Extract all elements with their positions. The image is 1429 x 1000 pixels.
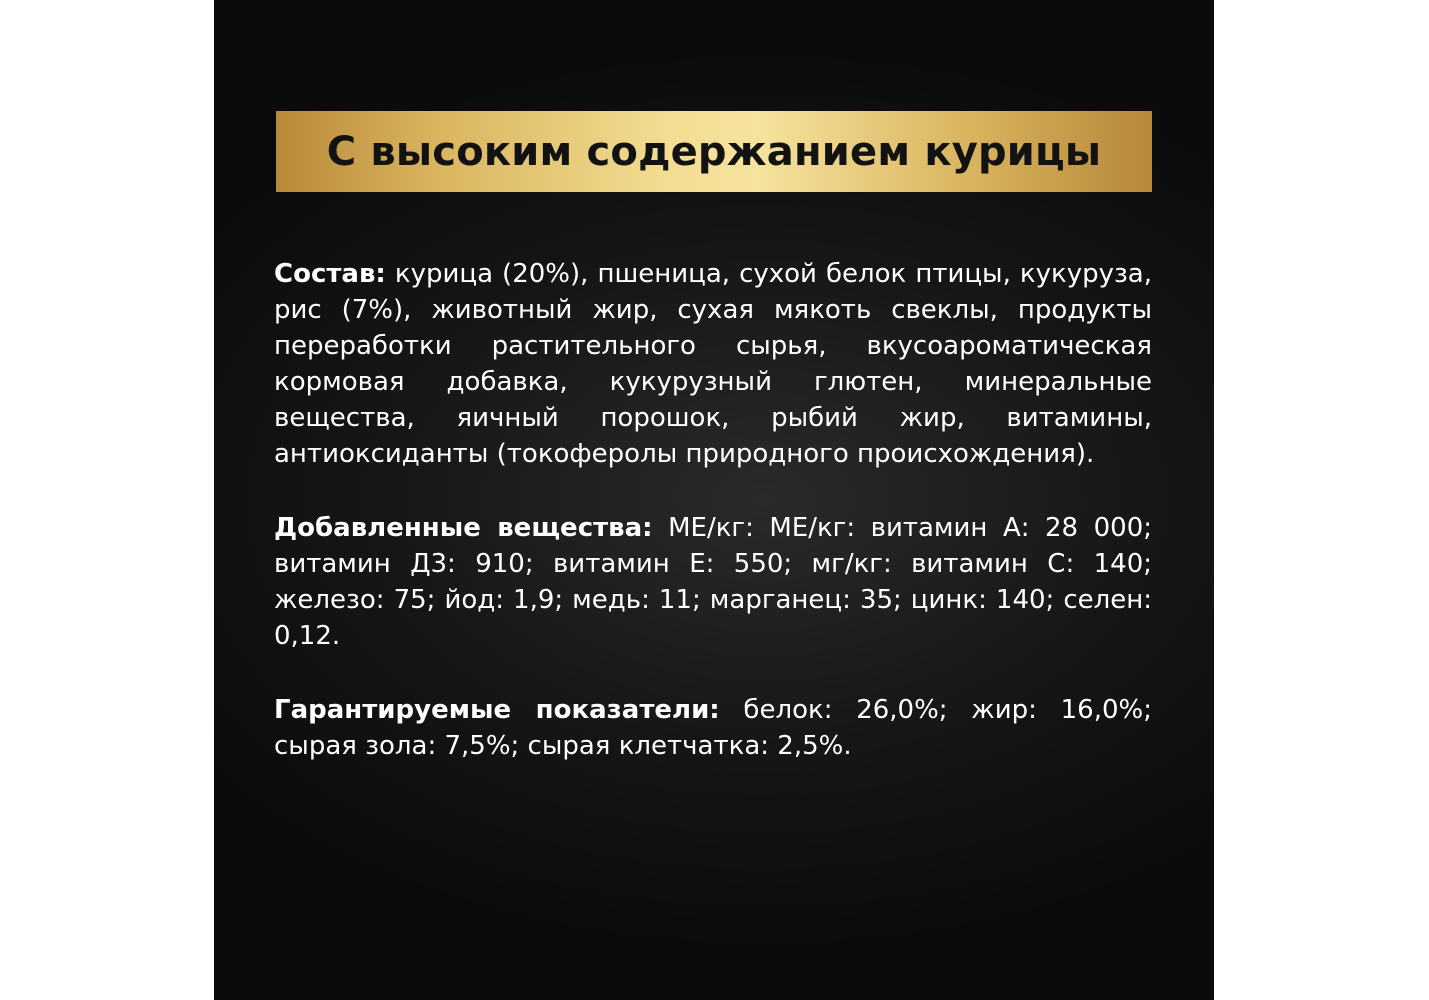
composition-label: Состав: — [274, 259, 386, 289]
banner-title: С высоким содержанием курицы — [326, 128, 1102, 175]
title-banner — [276, 111, 1152, 192]
guaranteed-text: белок: 26,0%; жир: 16,0%; сырая зола: 7,5%; сырая клетчатка: 2,5%. — [274, 695, 1152, 761]
additives-paragraph — [274, 510, 1152, 654]
product-info-panel — [214, 0, 1214, 1000]
composition-text: курица (20%), пшеница, сухой белок птицы, кукуруза, рис (7%), животный жир, сухая мякоть свеклы, продукты переработки растительного сырья, вкусоароматическая кормовая добавка, кукурузный глютен, минеральные вещества, яичный порошок, рыбий жир, витамины, антиоксиданты (токоферолы природного происхождения). — [274, 259, 1152, 469]
composition-paragraph — [274, 256, 1152, 472]
additives-text: МЕ/кг: МЕ/кг: витамин А: 28 000; витамин Д3: 910; витамин Е: 550; мг/кг: витамин С: 140; железо: 75; йод: 1,9; медь: 11; марганец: 35; цинк: 140; селен: 0,12. — [274, 513, 1153, 651]
product-description — [274, 256, 1152, 802]
guaranteed-paragraph — [274, 692, 1152, 764]
guaranteed-label: Гарантируемые показатели: — [274, 695, 720, 725]
additives-label: Добавленные вещества: — [274, 513, 653, 543]
